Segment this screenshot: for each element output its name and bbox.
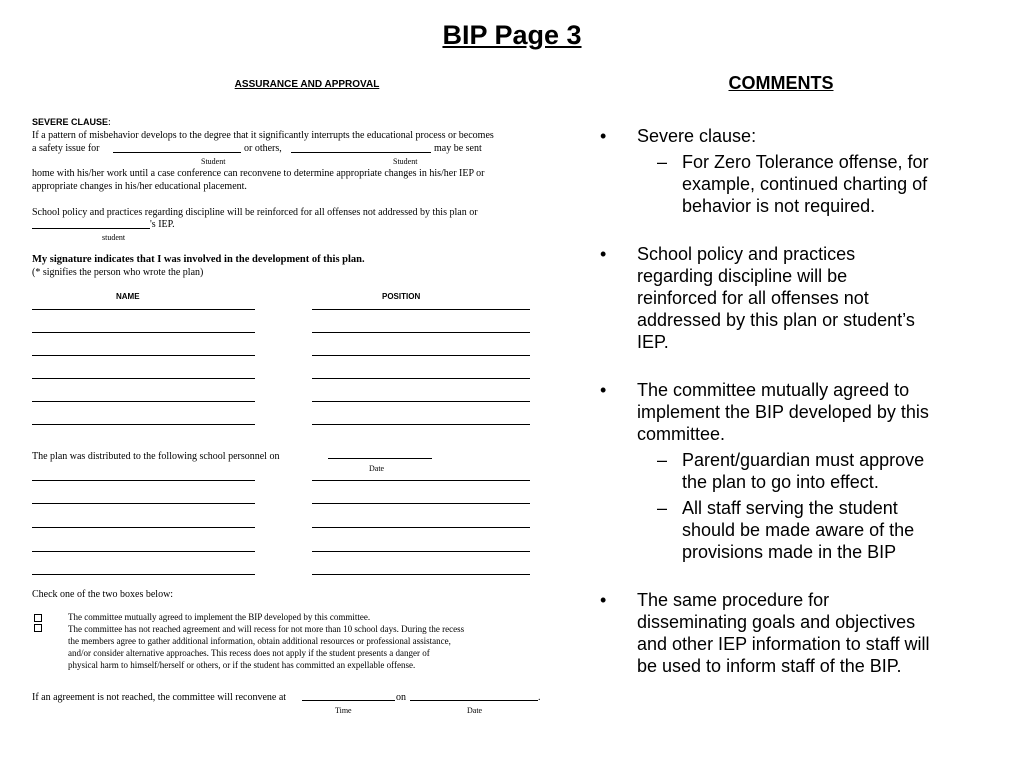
student-blank-1[interactable]: [113, 152, 241, 153]
distribution-position-blank[interactable]: [312, 480, 530, 481]
signature-name-blank[interactable]: [32, 355, 255, 356]
reconvene-text-a: If an agreement is not reached, the committee will reconvene at: [32, 692, 287, 703]
comment-bullet-line: IEP.: [637, 332, 669, 352]
bullet-glyph: •: [600, 590, 607, 610]
signature-name-blank[interactable]: [32, 378, 255, 379]
policy-student-label: student: [102, 233, 126, 242]
distributed-text: The plan was distributed to the following school personnel on: [32, 451, 280, 462]
bullet-glyph: •: [600, 380, 607, 400]
severe-line-2c: may be sent: [434, 143, 482, 154]
comment-bullet-line: The committee mutually agreed to: [637, 380, 910, 400]
comment-bullet-line: disseminating goals and objectives: [637, 612, 916, 632]
distribution-name-blank[interactable]: [32, 574, 255, 575]
comment-sub-bullet-line: Parent/guardian must approve: [682, 450, 925, 470]
dash-glyph: –: [657, 152, 668, 172]
severe-line-2a: a safety issue for: [32, 143, 100, 154]
student-blank-2[interactable]: [291, 152, 431, 153]
comment-bullet-line: Severe clause:: [637, 126, 757, 146]
policy-student-blank[interactable]: [32, 228, 150, 229]
severe-clause-label: SEVERE CLAUSE: [32, 117, 109, 127]
signature-position-blank[interactable]: [312, 355, 530, 356]
check-instruction: Check one of the two boxes below:: [32, 589, 174, 600]
comment-sub-bullet-line: provisions made in the BIP: [682, 542, 897, 562]
distribution-position-blank[interactable]: [312, 551, 530, 552]
severe-line-3: home with his/her work until a case conference can reconvene to determine appropriate changes in his/her IEP or: [32, 168, 485, 179]
comment-bullet-line: and other IEP information to staff will: [637, 634, 930, 654]
severe-clause-colon: :: [108, 117, 111, 128]
agreed-checkbox[interactable]: [34, 614, 42, 622]
severe-line-1: If a pattern of misbehavior develops to the degree that it significantly interrupts the educational process or becomes: [32, 130, 494, 141]
signature-position-blank[interactable]: [312, 424, 530, 425]
signature-position-blank[interactable]: [312, 378, 530, 379]
distribution-name-blank[interactable]: [32, 503, 255, 504]
signature-name-blank[interactable]: [32, 424, 255, 425]
reconvene-text-b: on: [396, 692, 406, 703]
position-column-header: POSITION: [382, 292, 421, 301]
comment-bullet-line: The same procedure for: [637, 590, 830, 610]
option-recess-line: and/or consider alternative approaches. This recess does not apply if the student presents a danger of: [68, 648, 430, 658]
option-recess-line: physical harm to himself/herself or others, or if the student has committed an expellable offense.: [68, 660, 416, 670]
recess-checkbox[interactable]: [34, 624, 42, 632]
comment-sub-bullet-line: behavior is not required.: [682, 196, 876, 216]
distribution-position-blank[interactable]: [312, 574, 530, 575]
comments-heading: COMMENTS: [728, 73, 834, 93]
comment-sub-bullet-line: For Zero Tolerance offense, for: [682, 152, 929, 172]
signature-name-blank[interactable]: [32, 401, 255, 402]
option-recess-line: the members agree to gather additional information, obtain additional resources or professional assistance,: [68, 636, 451, 646]
assurance-form: [32, 0, 582, 768]
signature-position-blank[interactable]: [312, 332, 530, 333]
signature-note: (* signifies the person who wrote the plan): [32, 267, 204, 278]
distribution-name-blank[interactable]: [32, 551, 255, 552]
option-recess-line: The committee has not reached agreement and will recess for not more than 10 school days. During the recess: [68, 624, 465, 634]
comment-bullet-line: School policy and practices: [637, 244, 856, 264]
assurance-heading: ASSURANCE AND APPROVAL: [234, 79, 380, 90]
student-label-1: Student: [201, 157, 226, 166]
severe-line-4: appropriate changes in his/her educational placement.: [32, 181, 247, 192]
comments-panel: [596, 0, 1006, 768]
dash-glyph: –: [657, 450, 668, 470]
bullet-glyph: •: [600, 126, 607, 146]
distribution-name-blank[interactable]: [32, 527, 255, 528]
signature-position-blank[interactable]: [312, 309, 530, 310]
comment-sub-bullet-line: All staff serving the student: [682, 498, 898, 518]
dash-glyph: –: [657, 498, 668, 518]
student-label-2: Student: [393, 157, 418, 166]
comment-sub-bullet-line: the plan to go into effect.: [682, 472, 879, 492]
distribution-date-label: Date: [369, 464, 385, 473]
comment-sub-bullet-line: example, continued charting of: [682, 174, 928, 194]
reconvene-date-blank[interactable]: [410, 700, 538, 701]
page-title: BIP Page 3: [442, 20, 582, 50]
distribution-position-blank[interactable]: [312, 503, 530, 504]
name-column-header: NAME: [116, 292, 140, 301]
bullet-glyph: •: [600, 244, 607, 264]
distribution-position-blank[interactable]: [312, 527, 530, 528]
distribution-name-blank[interactable]: [32, 480, 255, 481]
policy-line-2: 's IEP.: [150, 219, 175, 230]
policy-line-1: School policy and practices regarding discipline will be reinforced for all offenses not addressed by this plan or: [32, 207, 478, 218]
severe-line-2b: or others,: [244, 143, 282, 154]
reconvene-date-label: Date: [467, 706, 483, 715]
comment-bullet-line: regarding discipline will be: [637, 266, 848, 286]
option-agreed-text: The committee mutually agreed to implement the BIP developed by this committee.: [68, 612, 371, 622]
comment-sub-bullet-line: should be made aware of the: [682, 520, 915, 540]
comment-bullet-line: reinforced for all offenses not: [637, 288, 869, 308]
severe-clause-heading: [32, 116, 111, 129]
reconvene-time-label: Time: [335, 706, 352, 715]
reconvene-time-blank[interactable]: [302, 700, 395, 701]
distribution-date-blank[interactable]: [328, 458, 432, 459]
comment-bullet-line: implement the BIP developed by this: [637, 402, 929, 422]
comment-bullet-line: addressed by this plan or student’s: [637, 310, 915, 330]
comment-bullet-line: committee.: [637, 424, 726, 444]
signature-name-blank[interactable]: [32, 332, 255, 333]
comment-bullet-line: be used to inform staff of the BIP.: [637, 656, 902, 676]
reconvene-text-c: .: [538, 692, 541, 703]
signature-position-blank[interactable]: [312, 401, 530, 402]
signature-name-blank[interactable]: [32, 309, 255, 310]
signature-statement: My signature indicates that I was involved in the development of this plan.: [32, 254, 365, 265]
